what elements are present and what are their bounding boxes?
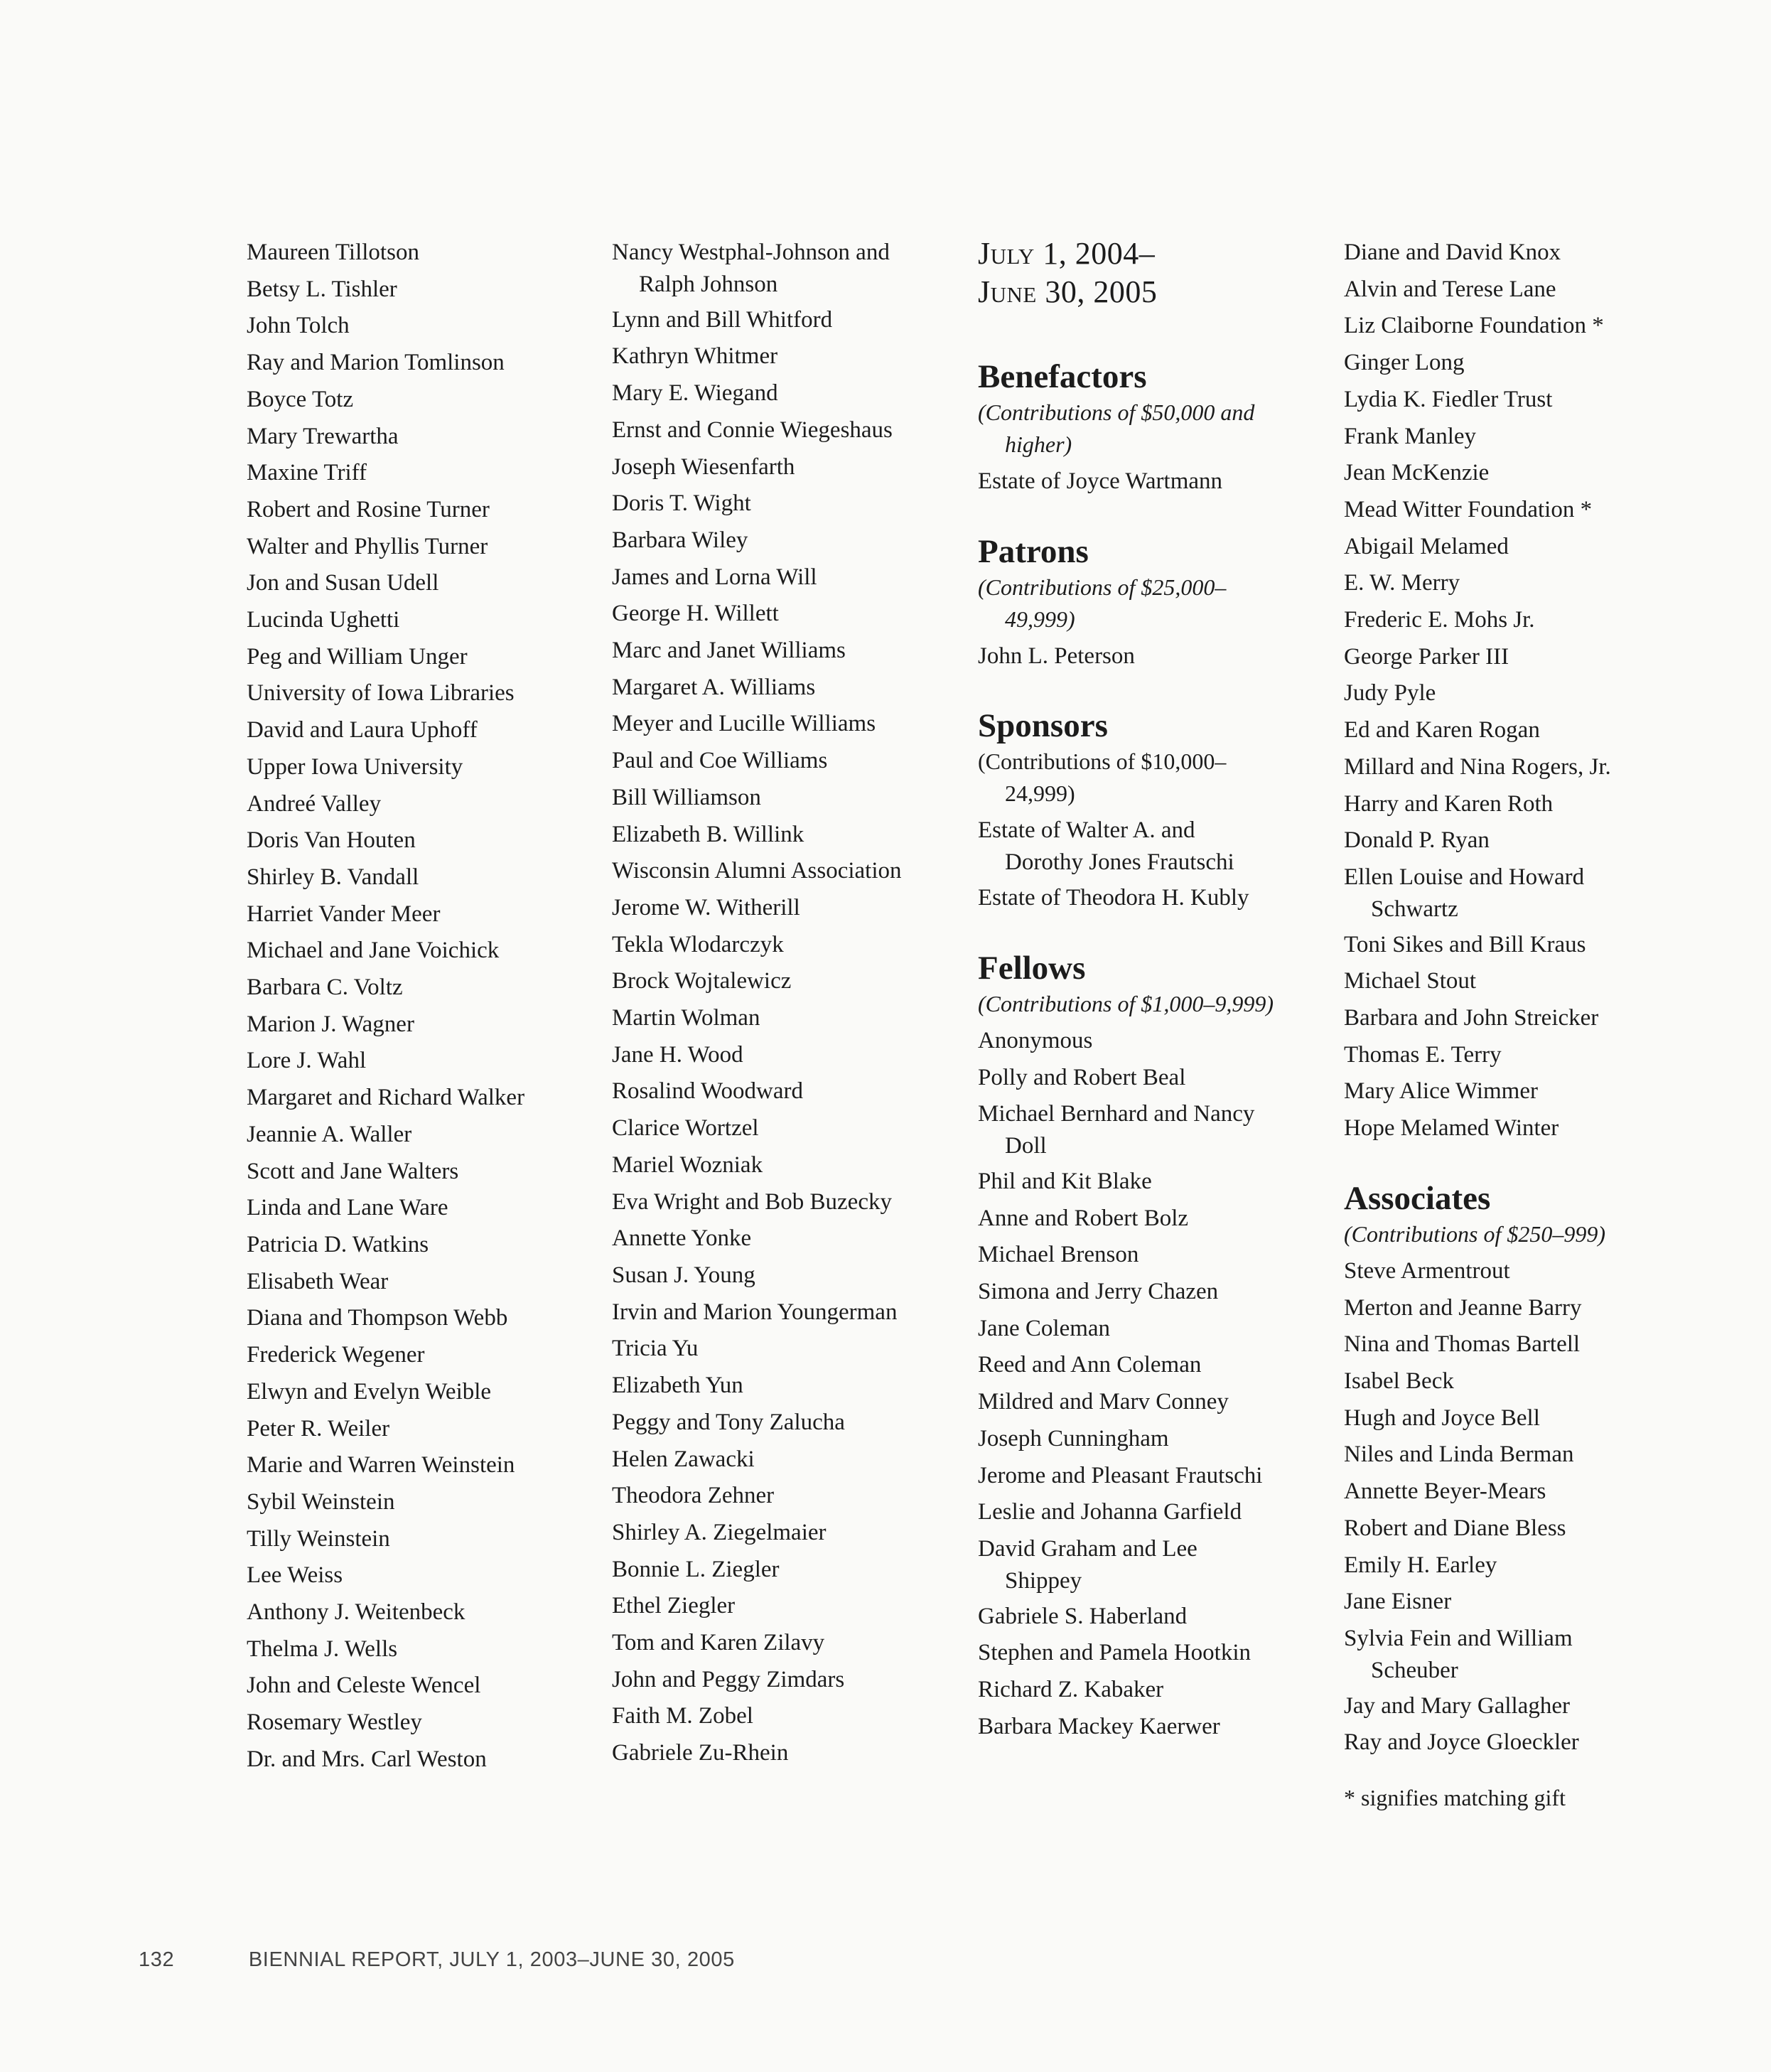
donor-name: Steve Armentrout: [1344, 1257, 1510, 1284]
donor-name: Maureen Tillotson: [247, 240, 419, 265]
donor-name: Scott and Jane Walters: [247, 1158, 459, 1184]
donor-name: Peter R. Weiler: [247, 1415, 390, 1442]
donor-name: Eva Wright and Bob Buzecky: [612, 1188, 892, 1215]
donor-name: Diane and David Knox: [1344, 240, 1561, 265]
donor-name: Jeannie A. Waller: [247, 1121, 412, 1147]
donor-name: Doris Van Houten: [247, 827, 416, 854]
donor-name: Jerome and Pleasant Frautschi: [978, 1462, 1263, 1488]
donor-name: Emily H. Earley: [1344, 1552, 1497, 1578]
donor-name: Ethel Ziegler: [612, 1593, 736, 1619]
donor-name: John and Celeste Wencel: [247, 1673, 481, 1699]
associates-heading: Associates: [1344, 1179, 1491, 1217]
donor-name: Peggy and Tony Zalucha: [612, 1409, 845, 1435]
donor-name: Nina and Thomas Bartell: [1344, 1331, 1581, 1358]
donor-name: Margaret and Richard Walker: [247, 1085, 525, 1111]
donor-name: University of Iowa Libraries: [247, 680, 515, 707]
donor-name: Elisabeth Wear: [247, 1268, 389, 1294]
donor-name: John and Peggy Zimdars: [612, 1666, 845, 1692]
donor-name: Patricia D. Watkins: [247, 1231, 429, 1257]
donor-name: Ed and Karen Rogan: [1344, 717, 1540, 744]
donor-name: Lucinda Ughetti: [247, 607, 400, 633]
donor-name: Barbara and John Streicker: [1344, 1005, 1599, 1031]
column-3: [978, 235, 1333, 1745]
column-4: [1344, 235, 1699, 1837]
donor-name: James and Lorna Will: [612, 564, 817, 590]
donor-name: Dr. and Mrs. Carl Weston: [247, 1746, 487, 1772]
donor-name: Jerome W. Witherill: [612, 894, 800, 920]
donor-name: Judy Pyle: [1344, 680, 1436, 707]
donor-name: Marc and Janet Williams: [612, 638, 846, 664]
donor-name: Maxine Triff: [247, 460, 367, 486]
donor-name: Phil and Kit Blake: [978, 1168, 1152, 1194]
donor-name: Diana and Thompson Webb: [247, 1305, 508, 1331]
donor-name: Michael Bernhard and Nancy Doll: [978, 1101, 1255, 1159]
donor-name: Tom and Karen Zilavy: [612, 1630, 825, 1656]
donor-name: Tekla Wlodarczyk: [612, 931, 784, 957]
donor-name: Elwyn and Evelyn Weible: [247, 1378, 492, 1405]
associates-list: [1344, 1253, 1699, 1761]
donor-name: Liz Claiborne Foundation *: [1344, 313, 1604, 339]
donor-name: Millard and Nina Rogers, Jr.: [1344, 753, 1611, 780]
donor-name: Nancy Westphal-Johnson and Ralph Johnson: [612, 240, 890, 297]
donor-name: Betsy L. Tishler: [247, 276, 397, 302]
donor-name: Frederick Wegener: [247, 1342, 425, 1368]
donor-name: Ray and Marion Tomlinson: [247, 350, 505, 376]
sponsors-note: (Contributions of $10,000– 24,999): [978, 748, 1227, 807]
benefactors-note: (Contributions of $50,000 and higher): [978, 399, 1255, 457]
donor-name: Frank Manley: [1344, 423, 1477, 449]
donor-name: Sybil Weinstein: [247, 1488, 395, 1515]
donor-name: Jay and Mary Gallagher: [1344, 1692, 1570, 1719]
donor-name: Marion J. Wagner: [247, 1011, 414, 1037]
date-range-line-2: June 30, 2005: [978, 274, 1158, 309]
fellows-list: [978, 1023, 1333, 1746]
donor-name: Mary Alice Wimmer: [1344, 1078, 1538, 1105]
donor-name: Upper Iowa University: [247, 753, 463, 780]
donor-name: Peg and William Unger: [247, 643, 468, 670]
donor-name: David and Laura Uphoff: [247, 717, 478, 744]
donor-name: Thelma J. Wells: [247, 1636, 398, 1662]
donor-name: Irvin and Marion Youngerman: [612, 1299, 898, 1325]
associates-note: (Contributions of $250–999): [1344, 1220, 1606, 1247]
patrons-list: [978, 638, 1333, 675]
donor-name: Michael Stout: [1344, 968, 1477, 994]
benefactors-heading: Benefactors: [978, 358, 1147, 395]
donor-name: Michael Brenson: [978, 1242, 1139, 1268]
running-title: BIENNIAL REPORT, JULY 1, 2003–JUNE 30, 2005: [248, 1948, 735, 1971]
donor-name: Merton and Jeanne Barry: [1344, 1294, 1582, 1321]
donor-name: Estate of Walter A. and Dorothy Jones Frautschi: [978, 817, 1234, 876]
sponsors-list: [978, 812, 1333, 916]
donor-name: Mead Witter Foundation *: [1344, 496, 1593, 522]
donor-name: Hope Melamed Winter: [1344, 1115, 1559, 1142]
donor-name: Brock Wojtalewicz: [612, 968, 792, 994]
donor-name: Elizabeth B. Willink: [612, 821, 804, 847]
donor-name: Doris T. Wight: [612, 490, 751, 517]
donor-name: Barbara Wiley: [612, 527, 748, 553]
donor-name: Hugh and Joyce Bell: [1344, 1405, 1540, 1431]
donor-name: Niles and Linda Berman: [1344, 1442, 1574, 1468]
donor-name: Anthony J. Weitenbeck: [247, 1599, 465, 1626]
donor-name: Jane Eisner: [1344, 1589, 1452, 1615]
donor-name: Frederic E. Mohs Jr.: [1344, 607, 1535, 633]
donor-name: Estate of Theodora H. Kubly: [978, 885, 1249, 911]
donor-name: Harry and Karen Roth: [1344, 790, 1554, 817]
donor-name: Lydia K. Fiedler Trust: [1344, 386, 1553, 412]
donor-name: Ernst and Connie Wiegeshaus: [612, 417, 893, 443]
donor-name: Reed and Ann Coleman: [978, 1352, 1202, 1378]
patrons-heading: Patrons: [978, 532, 1089, 570]
donor-name: Jon and Susan Udell: [247, 570, 439, 596]
donor-name: Michael and Jane Voichick: [247, 938, 500, 964]
donor-name: Isabel Beck: [1344, 1368, 1454, 1394]
patrons-note: (Contributions of $25,000– 49,999): [978, 574, 1227, 632]
donor-name: Theodora Zehner: [612, 1483, 775, 1509]
donor-name: Shirley A. Ziegelmaier: [612, 1519, 827, 1545]
donor-name: Tilly Weinstein: [247, 1525, 390, 1552]
donor-name: Anonymous: [978, 1027, 1093, 1053]
donor-name: Annette Beyer-Mears: [1344, 1478, 1546, 1505]
donor-name: Bill Williamson: [612, 784, 761, 810]
donor-name: Susan J. Young: [612, 1262, 755, 1288]
donor-name: Meyer and Lucille Williams: [612, 711, 876, 737]
fellows-note: (Contributions of $1,000–9,999): [978, 990, 1274, 1016]
donor-name: Sylvia Fein and William Scheuber: [1344, 1625, 1573, 1683]
donor-name: Robert and Rosine Turner: [247, 496, 490, 522]
matching-gift-footnote: * signifies matching gift: [1344, 1785, 1566, 1811]
donor-name: Thomas E. Terry: [1344, 1041, 1502, 1068]
donor-name: Leslie and Johanna Garfield: [978, 1499, 1242, 1525]
donor-name: Stephen and Pamela Hootkin: [978, 1640, 1251, 1666]
donor-name: Gabriele Zu-Rhein: [612, 1740, 789, 1766]
column-2: [612, 235, 967, 1772]
donor-name: Clarice Wortzel: [612, 1115, 759, 1142]
donor-name: Kathryn Whitmer: [612, 343, 778, 370]
page-footer: [139, 1948, 735, 1972]
donor-name: Mary Trewartha: [247, 423, 399, 449]
donor-name: Joseph Cunningham: [978, 1425, 1169, 1451]
donor-name: Linda and Lane Ware: [247, 1195, 448, 1221]
donor-name: Annette Yonke: [612, 1225, 752, 1252]
fellows-list-continued: [1344, 235, 1699, 1147]
donor-name: Bonnie L. Ziegler: [612, 1556, 780, 1582]
donor-name: Ginger Long: [1344, 350, 1465, 376]
benefactors-list: [978, 463, 1333, 500]
donor-name: Richard Z. Kabaker: [978, 1677, 1164, 1703]
donor-name: Mary E. Wiegand: [612, 380, 778, 407]
donor-name: Abigail Melamed: [1344, 533, 1509, 559]
donor-name: Ellen Louise and Howard Schwartz: [1344, 864, 1585, 922]
donor-name: Walter and Phyllis Turner: [247, 533, 488, 559]
donor-name: Boyce Totz: [247, 386, 354, 412]
donor-name: Mildred and Marv Conney: [978, 1389, 1229, 1415]
donor-name: Marie and Warren Weinstein: [247, 1452, 515, 1478]
donor-name: Shirley B. Vandall: [247, 864, 419, 890]
donor-name: Faith M. Zobel: [612, 1703, 753, 1729]
donor-name: Polly and Robert Beal: [978, 1064, 1186, 1090]
donor-name: Helen Zawacki: [612, 1446, 755, 1472]
fellows-heading: Fellows: [978, 949, 1086, 987]
donor-name: Ray and Joyce Gloeckler: [1344, 1729, 1579, 1756]
donor-name: John Tolch: [247, 313, 350, 339]
donor-name: Harriet Vander Meer: [247, 901, 441, 927]
donor-name: Joseph Wiesenfarth: [612, 453, 795, 480]
sponsors-heading: Sponsors: [978, 707, 1108, 745]
donor-name: Paul and Coe Williams: [612, 748, 828, 774]
donor-name: David Graham and Lee Shippey: [978, 1535, 1197, 1594]
donor-name: Andreé Valley: [247, 790, 382, 817]
donor-name: Lynn and Bill Whitford: [612, 306, 833, 333]
donor-name: Anne and Robert Bolz: [978, 1205, 1189, 1231]
donor-name: Lee Weiss: [247, 1562, 343, 1589]
column-1: [247, 235, 588, 1778]
donor-name: Tricia Yu: [612, 1336, 699, 1362]
donor-name: E. W. Merry: [1344, 570, 1460, 596]
donor-name: Wisconsin Alumni Association: [612, 858, 902, 884]
donor-name: Rosemary Westley: [247, 1709, 422, 1736]
donor-name: Elizabeth Yun: [612, 1373, 743, 1399]
donor-name: Toni Sikes and Bill Kraus: [1344, 931, 1586, 957]
donor-name: Barbara C. Voltz: [247, 975, 403, 1001]
donor-name: George Parker III: [1344, 643, 1509, 670]
donor-name: Estate of Joyce Wartmann: [978, 468, 1223, 494]
donor-name: Lore J. Wahl: [247, 1048, 367, 1074]
donor-name: Jane Coleman: [978, 1315, 1111, 1341]
donor-name: Alvin and Terese Lane: [1344, 276, 1556, 302]
donor-name: John L. Peterson: [978, 643, 1135, 669]
donor-name: Mariel Wozniak: [612, 1152, 763, 1178]
donor-name: Margaret A. Williams: [612, 674, 816, 700]
donor-name: Gabriele S. Haberland: [978, 1603, 1188, 1629]
donor-name: George H. Willett: [612, 601, 779, 627]
donor-name: Barbara Mackey Kaerwer: [978, 1713, 1220, 1739]
donor-name: Martin Wolman: [612, 1005, 760, 1031]
donor-name: Jane H. Wood: [612, 1041, 743, 1068]
page-number: 132: [139, 1948, 175, 1971]
donor-name: Rosalind Woodward: [612, 1078, 803, 1105]
donor-name: Simona and Jerry Chazen: [978, 1279, 1219, 1305]
donor-name: Jean McKenzie: [1344, 460, 1490, 486]
donor-name: Robert and Diane Bless: [1344, 1515, 1566, 1541]
date-range-line-1: July 1, 2004–: [978, 236, 1156, 271]
donor-name: Donald P. Ryan: [1344, 827, 1490, 854]
